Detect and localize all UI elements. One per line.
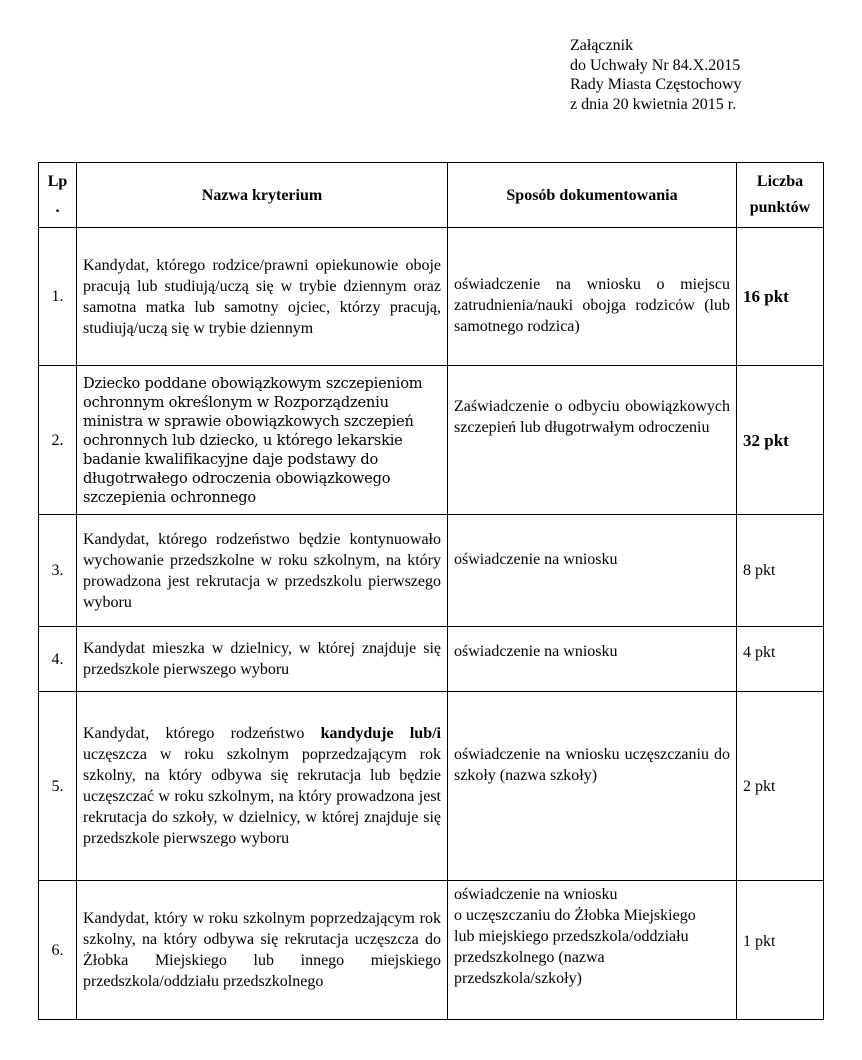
table-row [39,881,824,1020]
annex-line-1: Załącznik [570,37,634,54]
annex-line-4: z dnia 20 kwietnia 2015 r. [570,95,737,113]
documentation-method: oświadczenie na wniosku [448,515,737,627]
annex-header [570,36,742,114]
table-row [39,515,824,627]
row-number: 3. [39,515,77,627]
points-value: 32 pkt [737,366,824,515]
criterion-name-end: uczęszcza w roku szkolnym poprzedzającym rok szkolny, na który odbywa się rekrutacja lub będzie uczęszczać w roku szkolnym, na który prowadzona jest rekrutacja do szkoły, w dzielnicy, w której znajduje się przedszkole pierwszego wyboru [83,746,441,847]
criterion-name: Dziecko poddane obowiązkowym szczepieniom ochronnym określonym w Rozporządzeniu ministra w sprawie obowiązkowych szczepień ochronnych lub dziecko, u którego lekarskie badanie kwalifikacyjne daje podstawy do długotrwałego odroczenia obowiązkowego szczepienia ochronnego [77,366,448,515]
header-points-line2: punktów [749,199,811,216]
documentation-method: oświadczenie na wniosku [448,627,737,692]
criterion-name [77,692,448,881]
header-documentation: Sposób dokumentowania [448,163,737,228]
points-value: 8 pkt [737,515,824,627]
points-value: 4 pkt [737,627,824,692]
criterion-name-emphasis: kandyduje lub/i [320,725,441,742]
criterion-name: Kandydat, którego rodzeństwo będzie kontynuowało wychowanie przedszkolne w roku szkolnym, na który prowadzona jest rekrutacja w przedszkolu pierwszego wyboru [77,515,448,627]
criterion-name: Kandydat, który w roku szkolnym poprzedzającym rok szkolny, na który odbywa się rekrutacja uczęszcza do Żłobka Miejskiego lub innego miejskiego przedszkola/oddziału przedszkolnego [77,881,448,1020]
documentation-line: o uczęszczaniu do Żłobka Miejskiego [454,907,696,924]
criteria-table [38,162,824,1020]
table-row [39,228,824,366]
criterion-name: Kandydat mieszka w dzielnicy, w której znajduje się przedszkole pierwszego wyboru [77,627,448,692]
documentation-method: Zaświadczenie o odbyciu obowiązkowych szczepień lub długotrwałym odroczeniu [448,366,737,515]
table-row [39,692,824,881]
documentation-method: oświadczenie na wniosku uczęszczaniu do szkoły (nazwa szkoły) [448,692,737,881]
documentation-line: przedszkolnego (nazwa [454,949,605,966]
row-number: 1. [39,228,77,366]
criterion-name-start: Kandydat, którego rodzeństwo [83,725,321,742]
row-number: 6. [39,881,77,1020]
row-number: 2. [39,366,77,515]
header-points [737,163,824,228]
header-lp-line2: . [55,199,60,216]
annex-line-2: do Uchwały Nr 84.X.2015 [570,56,741,74]
header-lp [39,163,77,228]
points-value: 16 pkt [737,228,824,366]
documentation-line: przedszkola/szkoły) [454,970,582,987]
table-row [39,627,824,692]
header-lp-line1: Lp [47,173,68,190]
criterion-name: Kandydat, którego rodzice/prawni opiekunowie oboje pracują lub studiują/uczą się w trybie dziennym oraz samotna matka lub samotny ojciec, którzy pracują, studiują/uczą się w trybie dziennym [77,228,448,366]
documentation-line: lub miejskiego przedszkola/oddziału [454,928,689,945]
documentation-line: oświadczenie na wniosku [454,886,618,903]
points-value: 1 pkt [737,881,824,1020]
table-header-row [39,163,824,228]
points-value: 2 pkt [737,692,824,881]
row-number: 4. [39,627,77,692]
table-row [39,366,824,515]
row-number: 5. [39,692,77,881]
documentation-method [448,881,737,1020]
annex-line-3: Rady Miasta Częstochowy [570,76,742,93]
documentation-method: oświadczenie na wniosku o miejscu zatrudnienia/nauki obojga rodziców (lub samotnego rodzica) [448,228,737,366]
header-points-line1: Liczba [756,173,804,190]
header-criterion-name: Nazwa kryterium [77,163,448,228]
